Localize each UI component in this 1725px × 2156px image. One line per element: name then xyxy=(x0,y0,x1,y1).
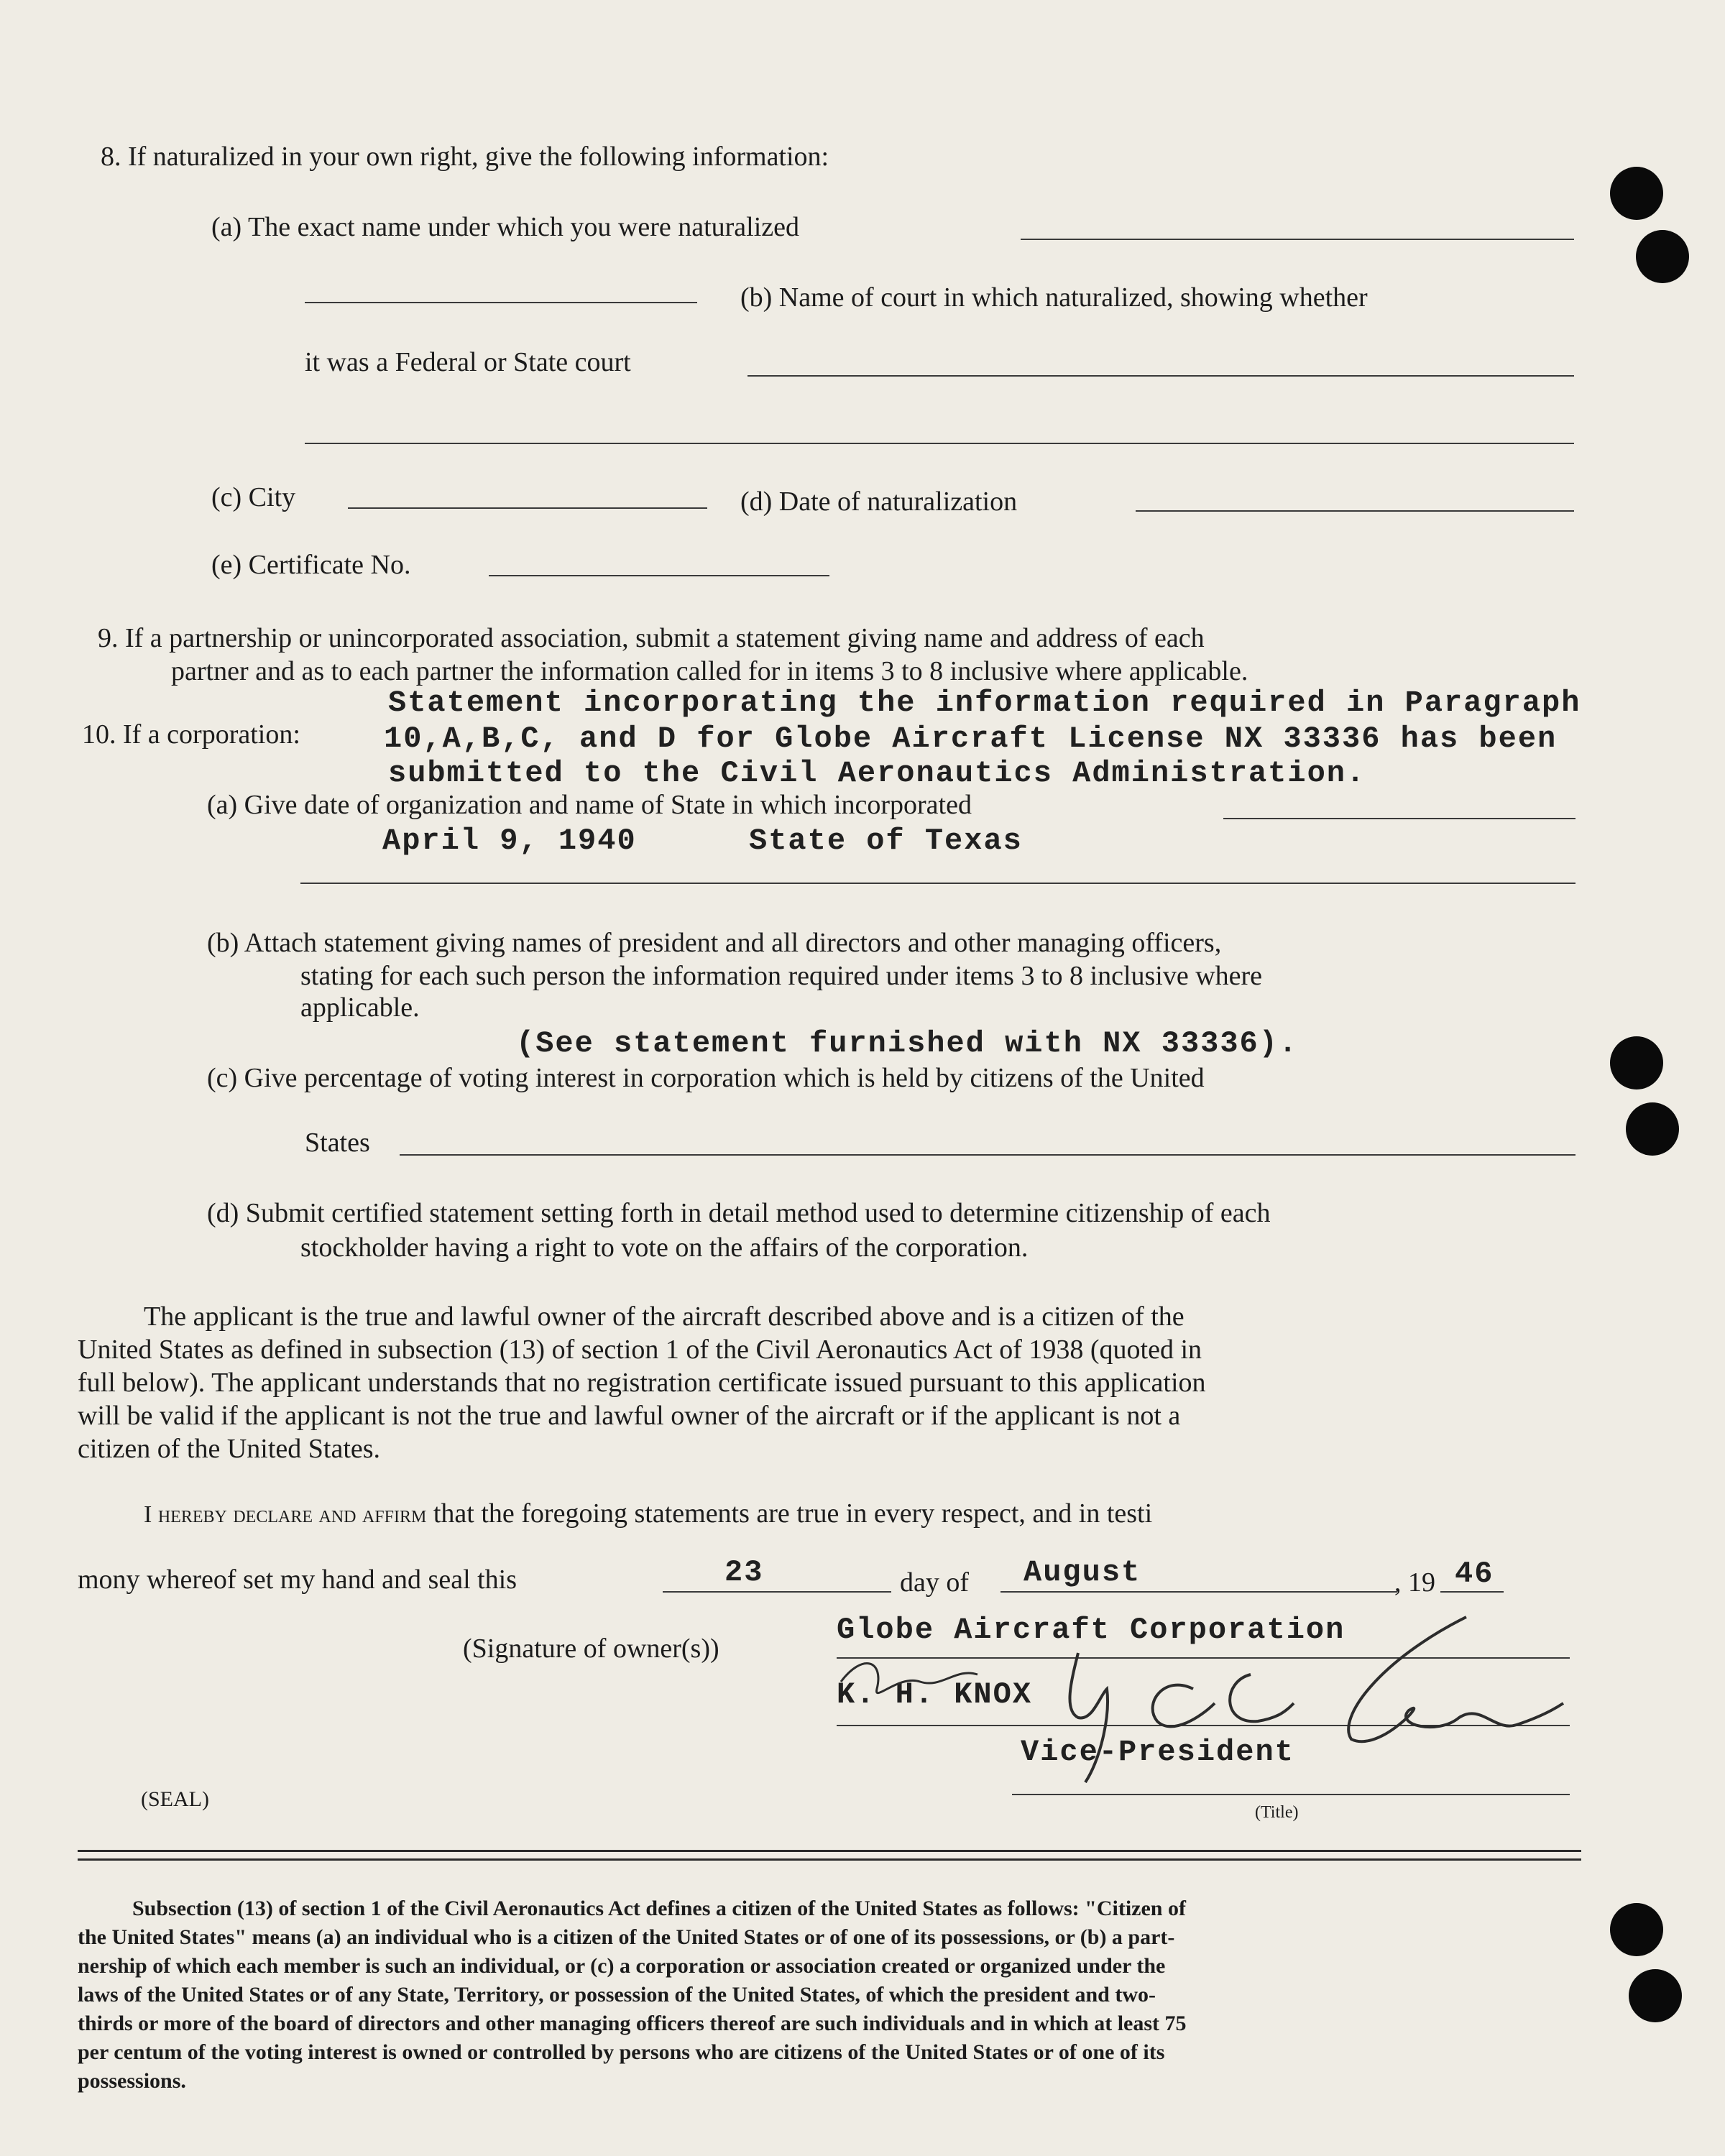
signer-typed: K. H. KNOX xyxy=(837,1677,1033,1712)
item8-c-label: (c) City xyxy=(211,482,296,512)
separator-rule-top xyxy=(78,1850,1581,1852)
item10-label: 10. If a corporation: xyxy=(82,719,300,750)
footnote-line-5: thirds or more of the board of directors and other managing officers thereof are such individuals and in which at least 75 xyxy=(78,2012,1187,2035)
day-field[interactable] xyxy=(663,1591,891,1593)
item10-b-line3: applicable. xyxy=(300,992,420,1023)
item8-b-field-cont[interactable] xyxy=(305,443,1574,444)
month-field[interactable] xyxy=(1000,1591,1397,1593)
item10-c-field[interactable] xyxy=(400,1154,1576,1156)
item8-b-label-2: it was a Federal or State court xyxy=(305,347,631,377)
item9-line1: 9. If a partnership or unincorporated association, submit a statement giving name and address of each xyxy=(98,623,1205,653)
footnote-line-3: nership of which each member is such an individual, or (c) a corporation or association created or organized under the xyxy=(78,1954,1166,1978)
item8-d-field[interactable] xyxy=(1136,510,1574,512)
punch-hole xyxy=(1626,1102,1679,1156)
item10-a-label: (a) Give date of organization and name of State in which incorporated xyxy=(207,790,972,820)
day-value: 23 xyxy=(724,1555,764,1590)
declaration-line-5: citizen of the United States. xyxy=(78,1434,381,1464)
declaration-line-1: The applicant is the true and lawful owner of the aircraft described above and is a citizen of the xyxy=(144,1302,1184,1332)
footnote-line-6: per centum of the voting interest is owned or controlled by persons who are citizens of the United States or of one of its xyxy=(78,2040,1165,2064)
item10-b-typed: (See statement furnished with NX 33336). xyxy=(516,1026,1299,1061)
seal-label: (SEAL) xyxy=(141,1787,209,1811)
item8-b-label-1: (b) Name of court in which naturalized, showing whether xyxy=(740,282,1368,313)
punch-hole xyxy=(1610,167,1663,220)
item8-b-field[interactable] xyxy=(748,375,1574,377)
declaration-line-4: will be valid if the applicant is not the true and lawful owner of the aircraft or if the applicant is not a xyxy=(78,1401,1181,1431)
item8-e-label: (e) Certificate No. xyxy=(211,550,411,580)
separator-rule-bottom xyxy=(78,1858,1581,1861)
footnote-line-7: possessions. xyxy=(78,2069,186,2093)
testimony-label: mony whereof set my hand and seal this xyxy=(78,1565,518,1595)
item8-heading: 8. If naturalized in your own right, give the following information: xyxy=(101,142,829,172)
item10-c-line2: States xyxy=(305,1128,370,1158)
declaration-line-2: United States as defined in subsection (13) of section 1 of the Civil Aeronautics Act of 1938 (quoted in xyxy=(78,1335,1202,1365)
item10-a-field-cont[interactable] xyxy=(300,883,1576,884)
punch-hole xyxy=(1636,230,1689,283)
year-field[interactable] xyxy=(1440,1591,1504,1593)
day-of-label: day of xyxy=(900,1567,970,1598)
owner-typed: Globe Aircraft Corporation xyxy=(837,1613,1346,1647)
year-value: 46 xyxy=(1455,1557,1494,1591)
item9-line2: partner and as to each partner the information called for in items 3 to 8 inclusive where applicable. xyxy=(171,656,1248,686)
item10-typed-1: Statement incorporating the information required in Paragraph xyxy=(388,686,1581,720)
title-field[interactable] xyxy=(1012,1794,1570,1795)
item10-a-state: State of Texas xyxy=(749,824,1023,858)
item10-c-line1: (c) Give percentage of voting interest in corporation which is held by citizens of the United xyxy=(207,1063,1205,1093)
item8-c-field[interactable] xyxy=(348,507,707,509)
affirm-line xyxy=(144,1498,1152,1531)
title-label: (Title) xyxy=(1255,1803,1299,1822)
item10-b-line1: (b) Attach statement giving names of president and all directors and other managing officers, xyxy=(207,928,1222,958)
affirm-caps: I hereby declare and affirm xyxy=(144,1501,427,1528)
month-value: August xyxy=(1024,1555,1141,1590)
signature-label: (Signature of owner(s)) xyxy=(463,1634,719,1664)
item8-a-field-cont[interactable] xyxy=(305,302,697,303)
item8-e-field[interactable] xyxy=(489,575,829,576)
item10-d-line1: (d) Submit certified statement setting forth in detail method used to determine citizenship of each xyxy=(207,1198,1271,1228)
item10-typed-2: 10,A,B,C, and D for Globe Aircraft License NX 33336 has been xyxy=(384,722,1558,756)
title-typed: Vice-President xyxy=(1021,1735,1294,1769)
footnote-line-4: laws of the United States or of any State, Territory, or possession of the United States, of which the president and two- xyxy=(78,1983,1156,2007)
item10-typed-3: submitted to the Civil Aeronautics Administration. xyxy=(388,756,1366,791)
item8-a-label: (a) The exact name under which you were naturalized xyxy=(211,212,800,242)
item8-a-field[interactable] xyxy=(1021,239,1574,240)
year-prefix: , 19 xyxy=(1394,1567,1435,1598)
footnote-line-2: the United States" means (a) an individual who is a citizen of the United States or of one of its possessions, or (b) a part- xyxy=(78,1925,1175,1949)
punch-hole xyxy=(1610,1903,1663,1956)
footnote-line-1: Subsection (13) of section 1 of the Civil Aeronautics Act defines a citizen of the United States as follows: "Citizen of xyxy=(132,1897,1186,1920)
item10-a-date: April 9, 1940 xyxy=(382,824,637,858)
declaration-line-3: full below). The applicant understands that no registration certificate issued pursuant to this application xyxy=(78,1368,1206,1398)
item10-a-field[interactable] xyxy=(1223,818,1576,819)
punch-hole xyxy=(1629,1969,1682,2022)
affirm-rest: that the foregoing statements are true in every respect, and in testi xyxy=(433,1498,1153,1529)
item8-d-label: (d) Date of naturalization xyxy=(740,487,1018,517)
item10-b-line2: stating for each such person the information required under items 3 to 8 inclusive where xyxy=(300,961,1263,991)
punch-hole xyxy=(1610,1036,1663,1089)
item10-d-line2: stockholder having a right to vote on the affairs of the corporation. xyxy=(300,1233,1029,1263)
